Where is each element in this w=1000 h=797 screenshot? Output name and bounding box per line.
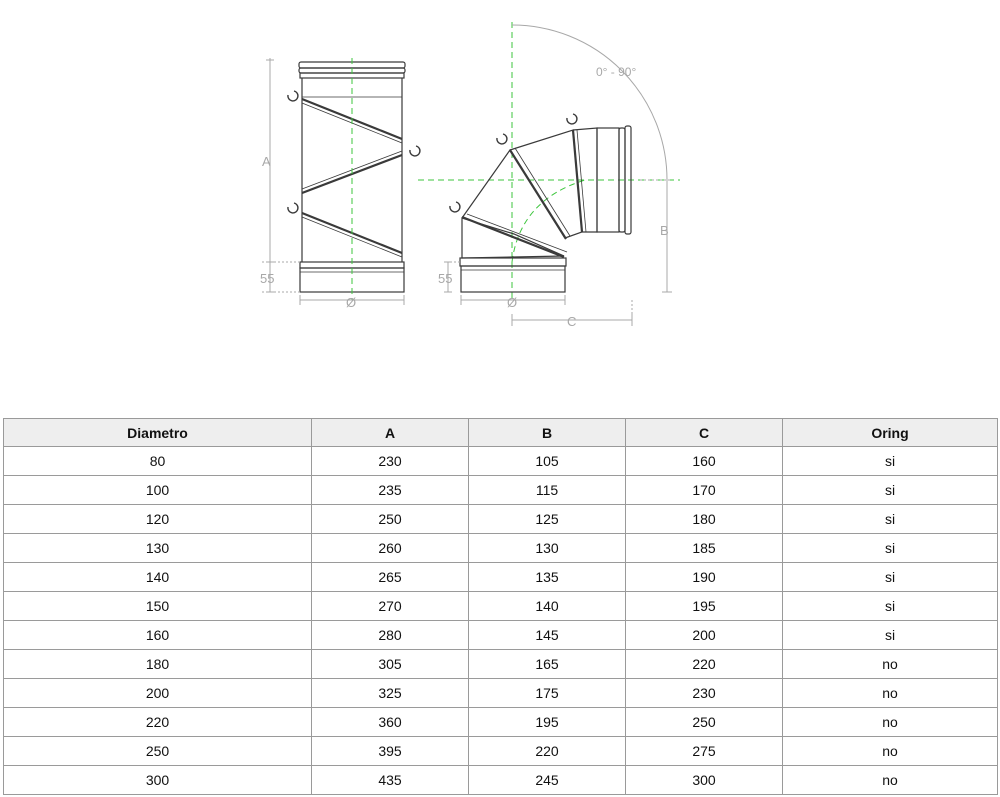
rotate-icon: [450, 114, 577, 212]
table-row: [4, 708, 998, 737]
cell-oring: si: [783, 534, 998, 563]
table-row: [4, 766, 998, 795]
cell-diametro: 160: [4, 621, 312, 650]
table-row: [4, 534, 998, 563]
cell-oring: no: [783, 708, 998, 737]
cell-a: 325: [312, 679, 469, 708]
cell-c: 185: [626, 534, 783, 563]
elbow-c-label: C: [567, 314, 577, 329]
cell-b: 135: [469, 563, 626, 592]
cell-oring: si: [783, 621, 998, 650]
cell-b: 115: [469, 476, 626, 505]
cell-b: 105: [469, 447, 626, 476]
cell-a: 250: [312, 505, 469, 534]
cell-a: 265: [312, 563, 469, 592]
table-row: [4, 592, 998, 621]
cell-c: 195: [626, 592, 783, 621]
cell-oring: si: [783, 476, 998, 505]
cell-oring: si: [783, 592, 998, 621]
pipe-height-label: 55: [260, 271, 275, 286]
cell-diametro: 200: [4, 679, 312, 708]
elbow-height-label: 55: [438, 271, 453, 286]
cell-diametro: 80: [4, 447, 312, 476]
cell-a: 260: [312, 534, 469, 563]
cell-b: 140: [469, 592, 626, 621]
cell-oring: si: [783, 563, 998, 592]
angle-label: 0° - 90°: [596, 65, 637, 79]
drawing-canvas: [0, 0, 1000, 360]
cell-diametro: 180: [4, 650, 312, 679]
cell-diametro: 130: [4, 534, 312, 563]
table-header-row: [4, 419, 998, 447]
cell-c: 160: [626, 447, 783, 476]
elbow-dimensions: [444, 25, 672, 326]
cell-c: 180: [626, 505, 783, 534]
cell-c: 230: [626, 679, 783, 708]
cell-oring: no: [783, 766, 998, 795]
cell-c: 170: [626, 476, 783, 505]
dimensions-table: [3, 418, 998, 795]
cell-b: 195: [469, 708, 626, 737]
header-diametro: Diametro: [4, 419, 312, 447]
cell-diametro: 220: [4, 708, 312, 737]
elbow-b-label: B: [660, 223, 669, 238]
cell-b: 130: [469, 534, 626, 563]
header-oring: Oring: [783, 419, 998, 447]
cell-c: 300: [626, 766, 783, 795]
cell-oring: si: [783, 447, 998, 476]
cell-diametro: 140: [4, 563, 312, 592]
cell-c: 200: [626, 621, 783, 650]
header-a: A: [312, 419, 469, 447]
cell-diametro: 300: [4, 766, 312, 795]
cell-a: 280: [312, 621, 469, 650]
pipe-diameter-label: Ø: [346, 295, 357, 310]
pipe-a-label: A: [262, 154, 271, 169]
cell-b: 125: [469, 505, 626, 534]
table-row: [4, 679, 998, 708]
table-row: [4, 737, 998, 766]
cell-a: 305: [312, 650, 469, 679]
cell-b: 175: [469, 679, 626, 708]
table-row: [4, 505, 998, 534]
cell-oring: no: [783, 679, 998, 708]
cell-c: 275: [626, 737, 783, 766]
cell-a: 235: [312, 476, 469, 505]
cell-c: 250: [626, 708, 783, 737]
table-row: [4, 476, 998, 505]
cell-oring: no: [783, 650, 998, 679]
table-row: [4, 621, 998, 650]
header-c: C: [626, 419, 783, 447]
table-row: [4, 447, 998, 476]
table-row: [4, 650, 998, 679]
cell-diametro: 150: [4, 592, 312, 621]
cell-b: 145: [469, 621, 626, 650]
technical-drawing: [0, 0, 1000, 360]
cell-oring: no: [783, 737, 998, 766]
cell-oring: si: [783, 505, 998, 534]
table-row: [4, 563, 998, 592]
cell-diametro: 120: [4, 505, 312, 534]
cell-c: 220: [626, 650, 783, 679]
cell-b: 165: [469, 650, 626, 679]
cell-diametro: 250: [4, 737, 312, 766]
cell-c: 190: [626, 563, 783, 592]
cell-b: 220: [469, 737, 626, 766]
cell-b: 245: [469, 766, 626, 795]
cell-a: 360: [312, 708, 469, 737]
cell-a: 395: [312, 737, 469, 766]
cell-a: 435: [312, 766, 469, 795]
elbow-diameter-label: Ø: [507, 295, 518, 310]
cell-a: 230: [312, 447, 469, 476]
elbow: [450, 114, 631, 292]
cell-diametro: 100: [4, 476, 312, 505]
straight-pipe: [288, 62, 420, 292]
header-b: B: [469, 419, 626, 447]
cell-a: 270: [312, 592, 469, 621]
